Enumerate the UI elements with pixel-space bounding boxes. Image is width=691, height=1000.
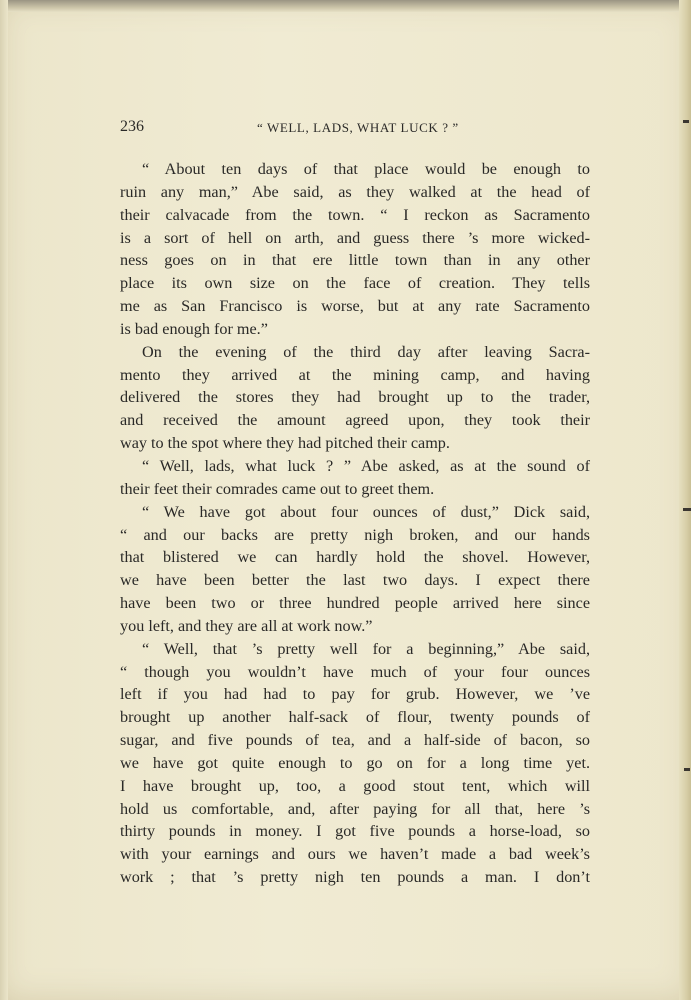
text-line: their feet their comrades came out to greet them. — [120, 479, 435, 498]
text-line: “ We have got about four ounces of dust,” Dick said, — [142, 502, 590, 521]
text-line: with your earnings and ours we haven’t made a bad week’s — [120, 845, 590, 864]
margin-mark — [684, 768, 690, 771]
text-line: ruin any man,” Abe said, as they walked at the head of — [120, 182, 590, 201]
text-line: On the evening of the third day after leaving Sacra- — [142, 342, 590, 361]
text-line: have been two or three hundred people arrived here since — [120, 594, 590, 613]
text-line: mento they arrived at the mining camp, and having — [120, 365, 590, 384]
margin-mark — [683, 508, 691, 511]
text-line: that blistered we can hardly hold the shovel. However, — [120, 548, 590, 567]
text-line: “ Well, that ’s pretty well for a beginning,” Abe said, — [142, 639, 590, 658]
text-line: hold us comfortable, and, after paying for all that, here ’s — [120, 799, 590, 818]
text-line: “ though you wouldn’t have much of your four ounces — [120, 662, 590, 681]
text-line: left if you had had to pay for grub. However, we ’ve — [120, 685, 590, 704]
running-head: “ WELL, LADS, WHAT LUCK ? ” — [257, 120, 459, 135]
text-line: place its own size on the face of creation. They tells — [120, 274, 590, 293]
text-line: work ; that ’s pretty nigh ten pounds a man. I don’t — [120, 868, 590, 887]
text-line: we have been better the last two days. I expect there — [120, 571, 590, 590]
text-line: “ Well, lads, what luck ? ” Abe asked, as at the sound of — [142, 456, 590, 475]
text-line: delivered the stores they had brought up to the trader, — [120, 388, 590, 407]
page-number: 236 — [120, 118, 144, 135]
text-line: is a sort of hell on arth, and guess there ’s more wicked- — [120, 228, 590, 247]
text-line: I have brought up, too, a good stout tent, which will — [120, 776, 590, 795]
text-line: ness goes on in that ere little town than in any other — [120, 251, 590, 270]
page-right-edge — [679, 0, 691, 1000]
text-line: is bad enough for me.” — [120, 319, 268, 338]
text-line: way to the spot where they had pitched their camp. — [120, 434, 450, 453]
margin-mark — [683, 120, 689, 123]
text-line: we have got quite enough to go on for a long time yet. — [120, 753, 590, 772]
page-left-edge — [0, 0, 8, 1000]
text-line: “ About ten days of that place would be enough to — [142, 160, 590, 178]
text-line: you left, and they are all at work now.” — [120, 616, 373, 635]
text-line: thirty pounds in money. I got five pounds a horse-load, so — [120, 822, 590, 841]
text-line: “ and our backs are pretty nigh broken, and our hands — [120, 525, 590, 544]
body-text — [120, 158, 590, 889]
text-line: brought up another half-sack of flour, twenty pounds of — [120, 708, 590, 727]
text-line: their calvacade from the town. “ I reckon as Sacramento — [120, 205, 590, 224]
text-line: sugar, and five pounds of tea, and a half-side of bacon, so — [120, 731, 590, 750]
page-top-edge — [0, 0, 691, 12]
page-header — [120, 118, 590, 140]
text-line: and received the amount agreed upon, they took their — [120, 411, 590, 430]
text-line: me as San Francisco is worse, but at any rate Sacramento — [120, 297, 590, 316]
